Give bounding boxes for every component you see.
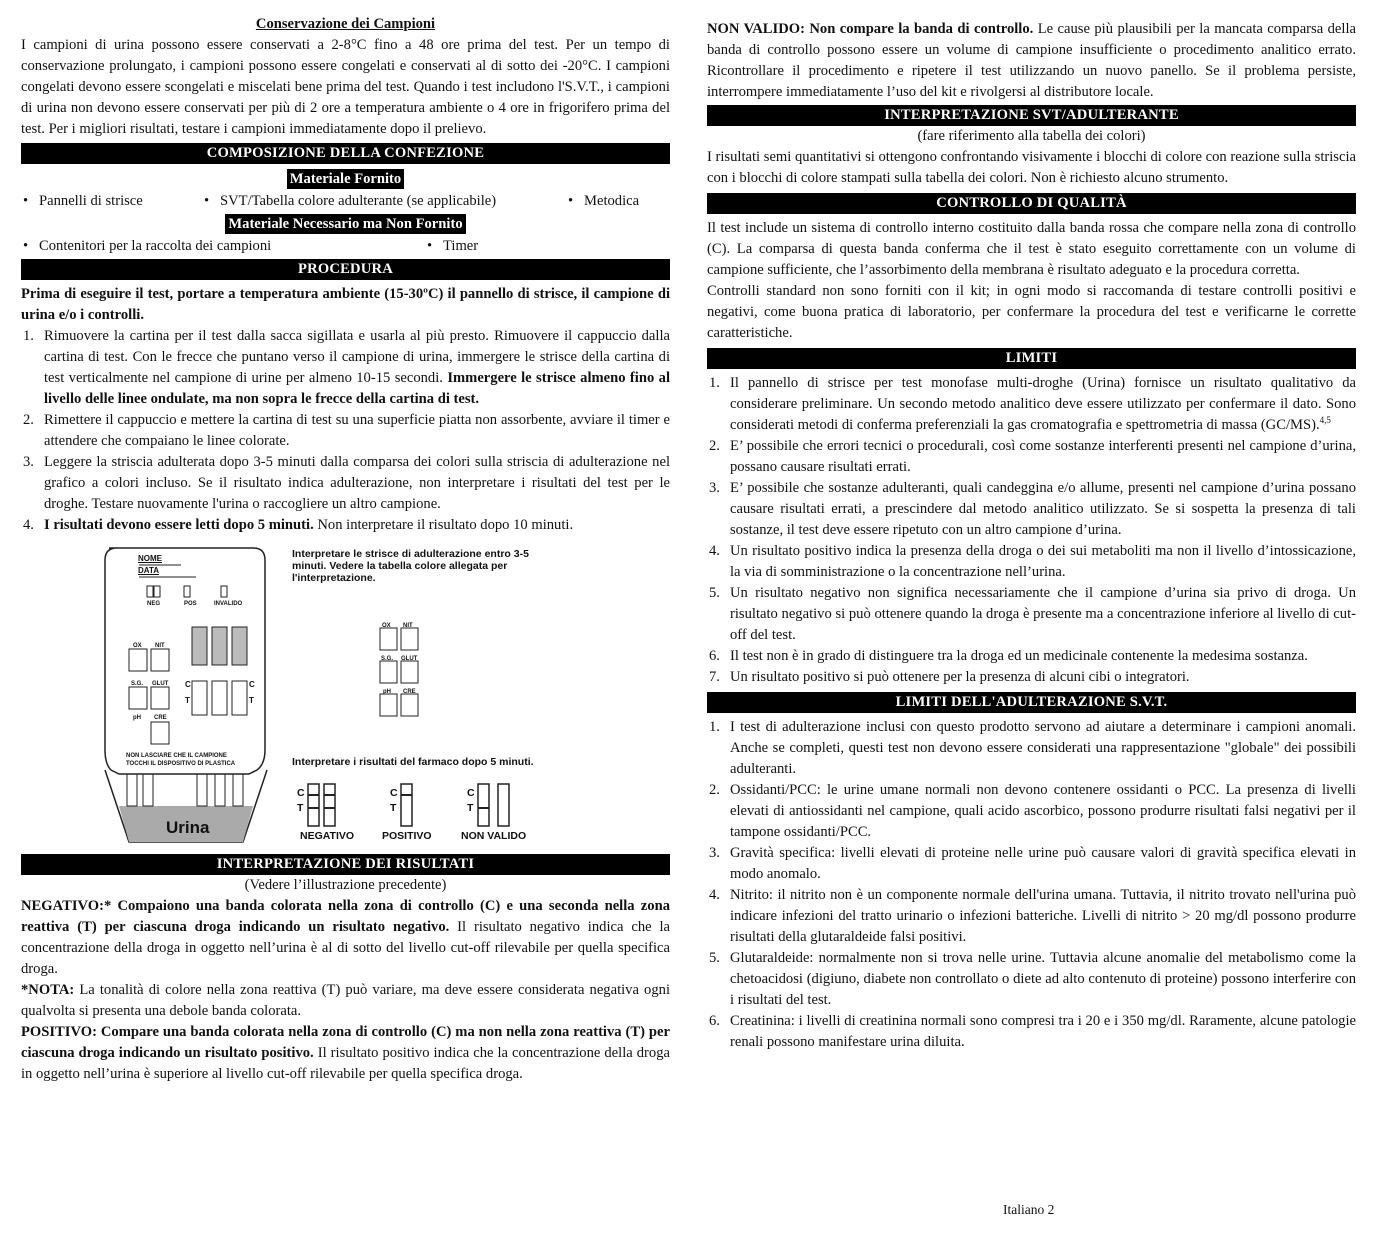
svt-text: I risultati semi quantitativi si ottengono confrontando visivamente i blocchi di colore con reazione sulla striscia con i blocchi di colore stampati sulla tabella dei colori. Non è richiesto alcuno strumento. [707,149,1356,186]
negativo-paragraph: NEGATIVO:* Compaiono una banda colorata nella zona di controllo (C) e una seconda nella zona reattiva (T) per ciascuna droga indicando un risultato negativo. Il risultato negativo indica che la concentrazione della droga in oggetto nell’urina è al di sotto del livello cut-off rilevabile per quella specifica droga. [21,898,670,977]
interpretazione-heading: INTERPRETAZIONE DEI RISULTATI [21,854,670,875]
list-item: 1. I test di adulterazione inclusi con questo prodotto servono ad aiutare a determinare i campioni anomali. Anche se completi, questi test non devono essere considerati una rappresentazione "globale" dei possibili adulteranti. [709,719,1356,777]
urina-label: Urina [166,818,210,837]
test-panel-figure [21,542,670,848]
list-item: 3. Gravità specifica: livelli elevati di proteine nelle urine può causare valori di gravità specifica elevati in modo anomalo. [709,845,1356,882]
limiti-heading: LIMITI [707,348,1356,369]
list-item: 4. Un risultato positivo indica la presenza della droga o dei sui metaboliti ma non il livello d’intossicazione, la via di somministrazione o la concentrazione nell’urina. [709,543,1356,580]
figure-label-data: DATA [138,566,160,575]
list-item: 5. Un risultato negativo non significa necessariamente che il campione d’urina sia privo di droga. Un risultato negativo si può ottenere quando la droga è presente ma a concentrazione inferiore al livello di cut-off del test. [709,585,1356,643]
materiale-fornito-heading: Materiale Fornito [21,169,670,189]
warning-line-1: NON LASCIARE CHE IL CAMPIONE [126,753,227,759]
negativo-caption: NEGATIVO [300,830,355,842]
pad-label-sg: S.G. [131,681,144,687]
nota-paragraph: *NOTA: La tonalità di colore nella zona reattiva (T) può variare, ma deve essere considerata negativa ogni qualvolta si presenta una debole banda colorata. [21,982,670,1019]
list-item: 5. Glutaraldeide: normalmente non si trova nelle urine. Tuttavia alcune anomalie del metabolismo come la chetoacidosi (digiuno, diabete non controllato o diete ad alto contenuto di proteine) possono interferire con i risultati del test. [709,950,1356,1008]
non-valido-paragraph: NON VALIDO: Non compare la banda di controllo. Le cause più plausibili per la mancata comparsa della banda di controllo possono essere un volume di campione insufficiente o procedimento analitico errato. Ricontrollare il procedimento e ripetere il test utilizzando un nuovo panello. Se il problema persiste, interrompere immediatamente l’uso del kit e rivolgersi al distributore locale. [707,21,1356,100]
list-item: 1. Il pannello di strisce per test monofase multi-droghe (Urina) fornisce un risultato qualitativo da considerare preliminare. Un secondo metodo analitico deve essere utilizzato per confermare il dato. Sono considerati metodi di conferma preferenziali la gas cromatografia e spettrometria di massa (GC/MS).$^{4,5}$ [709,375,1356,433]
neg-t-label: T [297,802,304,814]
page-footer: Italiano 2 [1003,1202,1055,1217]
list-item: 7. Un risultato positivo si può ottenere per la presenza di alcuni cibi o integratori. [709,669,1190,685]
bullet-item: • Pannelli di strisce [21,189,184,214]
right-column [707,19,1356,1053]
inv-c-label: C [467,787,475,799]
svt-subtitle: (fare riferimento alla tabella dei colori) [917,128,1146,144]
materiale-fornito-list [21,189,670,214]
figure-label-neg: NEG [147,601,161,607]
composizione-heading: COMPOSIZIONE DELLA CONFEZIONE [21,143,670,164]
positivo-caption: POSITIVO [382,830,432,842]
qc-text-2: Controlli standard non sono forniti con il kit; in ogni modo si raccomanda di testare controlli positivi e negativi, come buona pratica di laboratorio, per confermare la procedura del test e verificarne le corrette caratteristiche. [707,283,1356,341]
pad-label-ox: OX [133,643,142,649]
bullet-item: • Timer [425,234,478,259]
pos-t-label: T [390,802,397,814]
pad-label-ph: pH [133,715,141,721]
bullet-item: • SVT/Tabella colore adulterante (se applicabile) [202,189,566,214]
procedura-steps [21,326,670,536]
pad-label-cre: CRE [154,715,167,721]
warning-line-2: TOCCHI IL DISPOSITIVO DI PLASTICA [126,761,236,767]
list-item: 4. Nitrito: il nitrito non è un componente normale dell'urina umana. Tuttavia, il nitrito trovato nell'urina può indicare infezioni del tratto urinario o infezioni batteriche. Livelli di nitrito > 20 mg/dl possono produrre risultati della glutaraldeide falsi positivi. [709,887,1356,945]
figure-label-nome: NOME [138,554,162,563]
bullet-item: • Metodica [566,189,639,214]
chart-label-ph: pH [383,689,391,695]
window-label-t: T [185,696,190,705]
list-item: 6. Creatinina: i livelli di creatinina normali sono compresi tra i 20 e i 350 mg/dl. Raramente, alcune patologie renali possono manifestare urina diluita. [709,1013,1356,1050]
chart-label-ox: OX [382,623,391,629]
qc-heading: CONTROLLO DI QUALITÀ [707,193,1356,214]
limiti-svt-heading: LIMITI DELL'ADULTERAZIONE S.V.T. [707,692,1356,713]
neg-c-label: C [297,787,305,799]
figure-label-invalido: INVALIDO [214,601,243,607]
qc-text-1: Il test include un sistema di controllo interno costituito dalla banda rossa che compare nella zona di controllo (C). La comparsa di questa banda conferma che il test è stato eseguito correttamente con un volume di campione sufficiente, che l’assorbimento della membrana è risultato adeguato e la procedura corretta. [707,220,1356,278]
conservazione-text: I campioni di urina possono essere conservati a 2-8°C fino a 48 ore prima del test. Per un tempo di conservazione prolungato, i campioni possono essere congelati e conservati al di sotto dei -20°C. I campioni congelati devono essere scongelati e miscelati bene prima del test. Quando i test includono l'S.V.T., i campioni di urina non devono essere conservati per più di 2 ore a temperatura ambiente o 4 ore in frigorifero prima del test. Per i migliori risultati, testare i campioni immediatamente dopo il prelievo. [21,37,670,137]
list-item: 2. E’ possibile che errori tecnici o procedurali, così come sostanze interferenti presenti nel campione d’urina, possano causare risultati errati. [709,438,1356,475]
figure-label-pos: POS [184,601,197,607]
chart-label-cre: CRE [403,689,416,695]
bullet-item: • Contenitori per la raccolta dei campioni [21,234,407,259]
window-label-t: T [249,696,254,705]
list-item: 2. Rimettere il cappuccio e mettere la cartina di test su una superficie piatta non assorbente, avviare il timer e attendere che compaiano le linee colorate. [23,412,670,449]
non-valido-caption: NON VALIDO [461,830,527,842]
window-label-c: C [185,680,191,689]
list-item: 4. I risultati devono essere letti dopo 5 minuti. Non interpretare il risultato dopo 10 minuti. [23,517,574,533]
svt-heading: INTERPRETAZIONE SVT/ADULTERANTE [707,105,1356,126]
list-item: 6. Il test non è in grado di distinguere tra la droga ed un medicinale contenente la medesima sostanza. [709,648,1308,664]
window-label-c: C [249,680,255,689]
list-item: 1. Rimuovere la cartina per il test dalla sacca sigillata e usarla al più presto. Rimuovere il cappuccio dalla cartina di test. Con le frecce che puntano verso il campione di urina, immergere le strisce della cartina di test verticalmente nel campione di urine per almeno 10-15 secondi. Immergere le strisce almeno fino al livello delle linee ondulate, ma non sopra le frecce della cartina di test. [23,328,670,407]
conservazione-heading: Conservazione dei Campioni [255,16,436,32]
chart-label-glut: GLUT [401,656,418,662]
left-column [21,14,670,1085]
materiale-necessario-list [21,234,670,259]
list-item: 2. Ossidanti/PCC: le urine umane normali non devono contenere ossidanti o PCC. La presenza di livelli elevati di antiossidanti nel campione, quali acido ascorbico, possono produrre risultati falsi negativi per il tampone ossidanti/PCC. [709,782,1356,840]
limiti-svt-list [707,717,1356,1053]
materiale-necessario-heading: Materiale Necessario ma Non Fornito [21,214,670,234]
adulteration-instruction: Interpretare le strisce di adulterazione entro 3-5 minuti. Vedere la tabella colore allegata per l'interpretazione. [292,548,529,584]
list-item: 3. E’ possibile che sostanze adulteranti, quali candeggina e/o allume, presenti nel campione d’urina possano causare risultati errati, a prescindere dal metodo analitico utilizzato. Se si sospetta la presenza di tali sostanze, il test deve essere ripetuto con un altro campione d’urina. [709,480,1356,538]
chart-label-nit: NIT [403,623,413,629]
drug-instruction: Interpretare i risultati del farmaco dopo 5 minuti. [292,756,534,768]
list-item: 3. Leggere la striscia adulterata dopo 3-5 minuti dalla comparsa dei colori sulla striscia di adulterazione nel grafico a colori incluso. Se il risultato indica adulterazione, non interpretare i risultati del test per le droghe. Testare nuovamente l'urina o raccogliere un altro campione. [23,454,670,512]
procedura-intro: Prima di eseguire il test, portare a temperatura ambiente (15-30ºC) il pannello di strisce, il campione di urina e/o i controlli. [21,286,670,323]
pad-label-glut: GLUT [152,681,169,687]
procedura-heading: PROCEDURA [21,259,670,280]
chart-label-sg: S.G. [381,656,394,662]
inv-t-label: T [467,802,474,814]
interpretazione-subtitle: (Vedere l’illustrazione precedente) [244,877,447,893]
pos-c-label: C [390,787,398,799]
limiti-list [707,373,1356,688]
pad-label-nit: NIT [155,643,165,649]
positivo-paragraph: POSITIVO: Compare una banda colorata nella zona di controllo (C) ma non nella zona reattiva (T) per ciascuna droga indicando un risultato positivo. Il risultato positivo indica che la concentrazione della droga in oggetto nell’urina è superiore al livello cut-off rilevabile per quella specifica droga. [21,1024,670,1082]
